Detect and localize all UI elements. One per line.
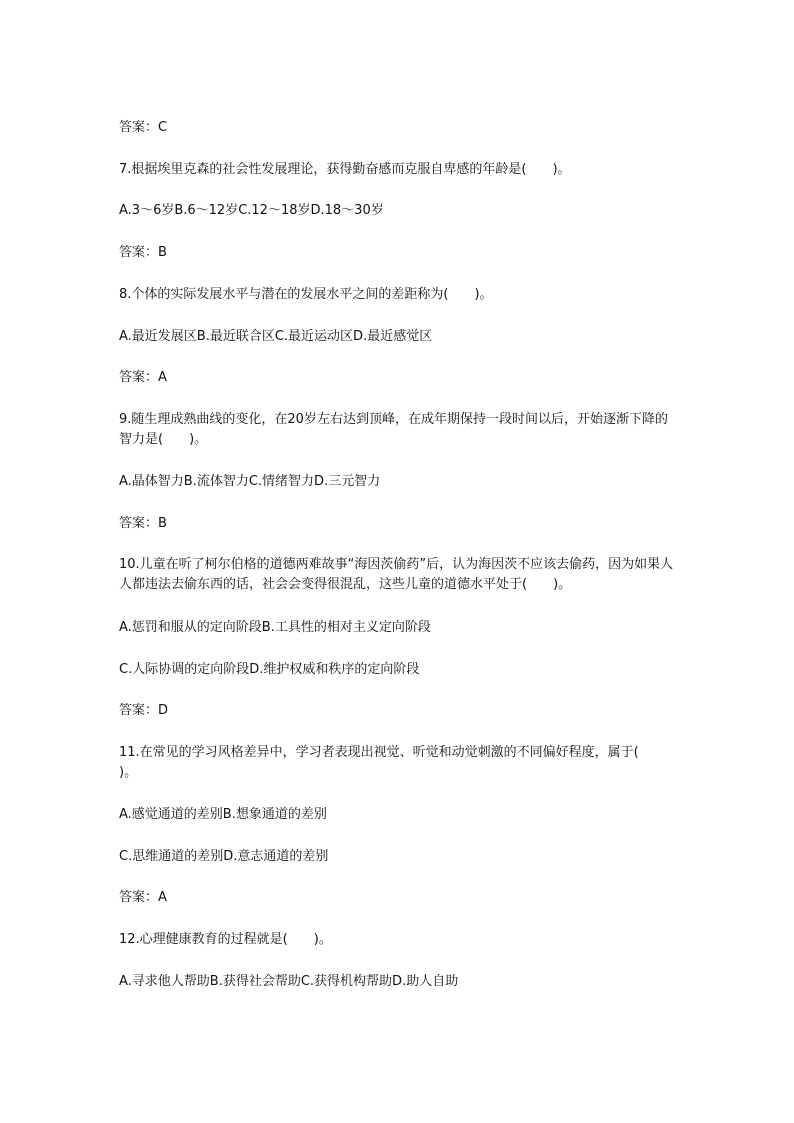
- options-12: A.寻求他人帮助B.获得社会帮助C.获得机构帮助D.助人自助: [119, 974, 459, 989]
- question-8: 8.个体的实际发展水平与潜在的发展水平之间的差距称为( )。: [119, 287, 493, 302]
- answer-6: 答案：C: [119, 120, 168, 135]
- answer-7: 答案：B: [119, 245, 167, 260]
- question-9: 9.随生理成熟曲线的变化，在20岁左右达到顶峰，在成年期保持一段时间以后，开始逐渐下降的智力是( )。: [119, 412, 668, 447]
- options-10-cd: C.人际协调的定向阶段D.维护权威和秩序的定向阶段: [119, 662, 420, 677]
- options-8: A.最近发展区B.最近联合区C.最近运动区D.最近感觉区: [119, 329, 433, 344]
- question-12: 12.心理健康教育的过程就是( )。: [119, 932, 332, 947]
- options-7: A.3～6岁B.6～12岁C.12～18岁D.18～30岁: [119, 203, 384, 218]
- answer-10: 答案：D: [119, 703, 169, 718]
- question-7: 7.根据埃里克森的社会性发展理论，获得勤奋感而克服自卑感的年龄是( )。: [119, 162, 571, 177]
- options-10-ab: A.惩罚和服从的定向阶段B.工具性的相对主义定向阶段: [119, 620, 431, 635]
- question-11: 11.在常见的学习风格差异中，学习者表现出视觉、听觉和动觉刺激的不同偏好程度，属于( )。: [119, 745, 665, 780]
- question-10: 10.儿童在听了柯尔伯格的道德两难故事“海因茨偷药”后，认为海因茨不应该去偷药，因为如果人人都违法去偷东西的话，社会会变得很混乱，这些儿童的道德水平处于( )。: [119, 557, 674, 592]
- answer-9: 答案：B: [119, 516, 167, 531]
- answer-8: 答案：A: [119, 370, 167, 385]
- options-9: A.晶体智力B.流体智力C.情绪智力D.三元智力: [119, 474, 381, 489]
- answer-11: 答案：A: [119, 890, 167, 905]
- options-11-cd: C.思维通道的差别D.意志通道的差别: [119, 849, 329, 864]
- options-11-ab: A.感觉通道的差别B.想象通道的差别: [119, 807, 327, 822]
